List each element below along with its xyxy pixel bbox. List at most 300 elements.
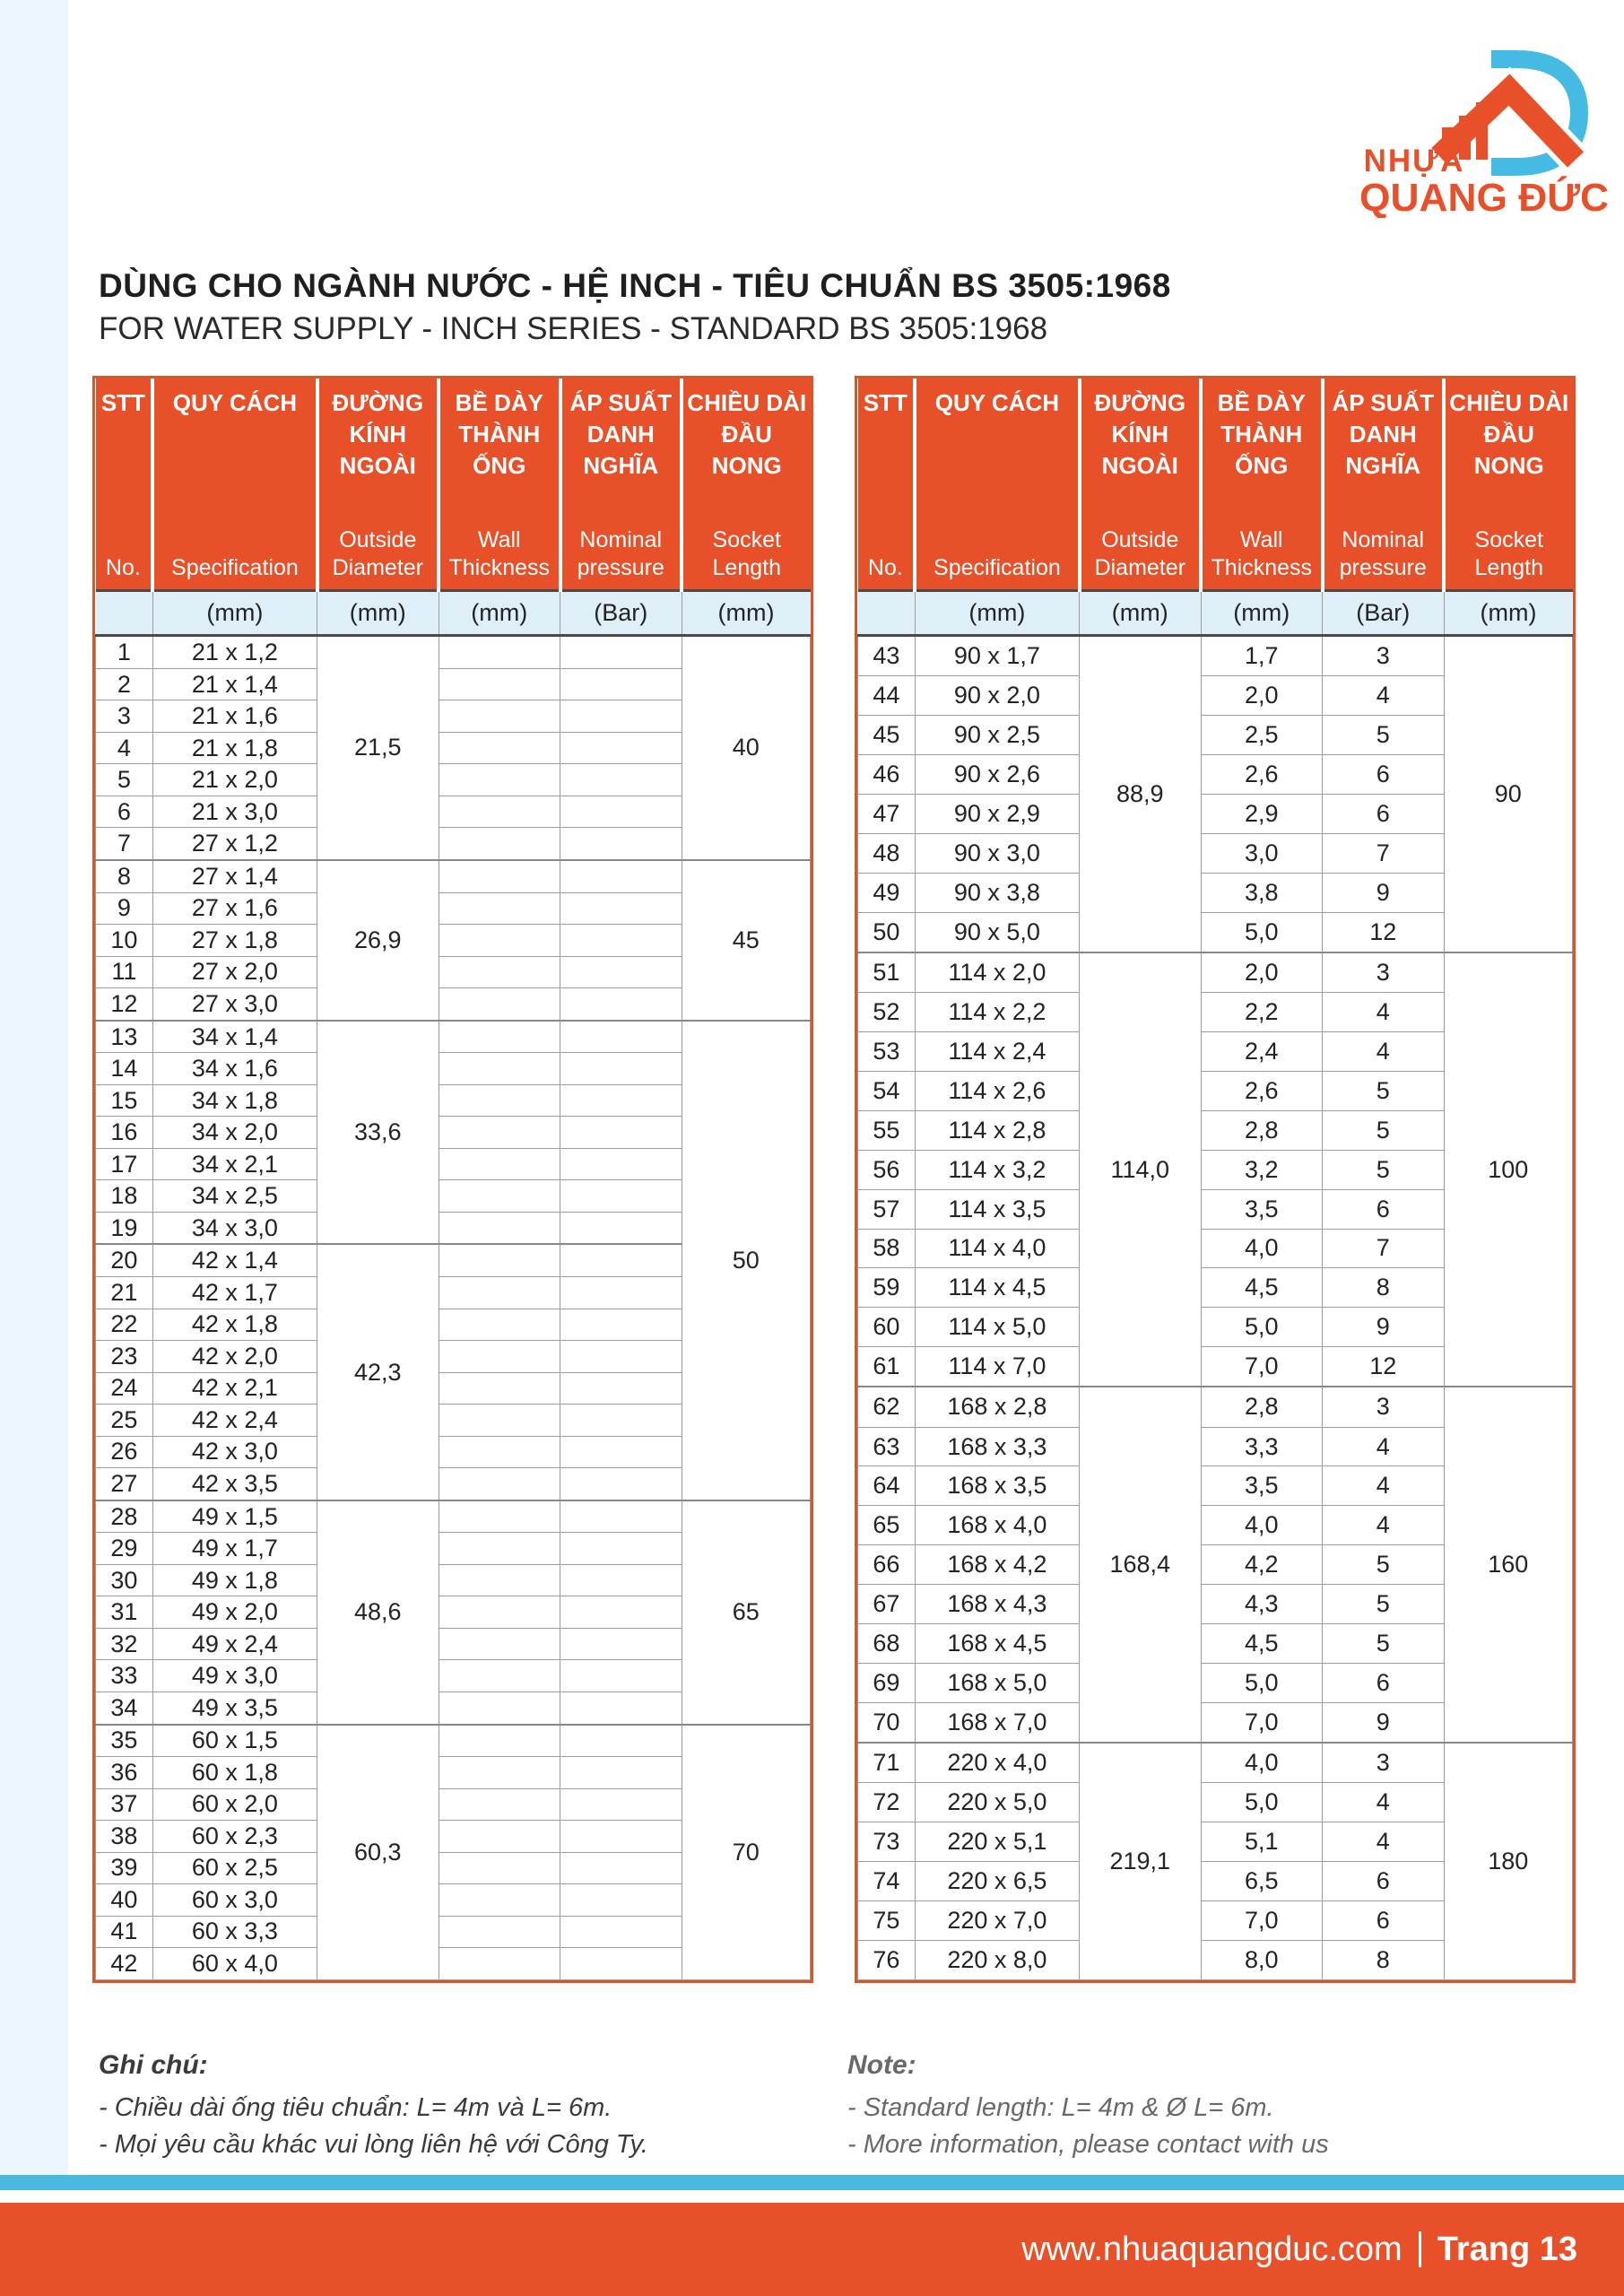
- cell-nominal-pressure: [560, 796, 682, 828]
- cell-no: 25: [96, 1405, 153, 1437]
- cell-nominal-pressure: [560, 1212, 682, 1244]
- cell-spec: 21 x 3,0: [152, 796, 317, 828]
- cell-wall-thickness: 2,6: [1201, 755, 1322, 795]
- logo-text-line2: QUANG ĐỨC: [1359, 176, 1608, 218]
- cell-nominal-pressure: 5: [1323, 716, 1444, 755]
- cell-socket-length: 90: [1444, 636, 1573, 953]
- cell-no: 26: [96, 1436, 153, 1468]
- column-header-en: Specification: [934, 554, 1061, 580]
- cell-nominal-pressure: [560, 1884, 682, 1917]
- cell-nominal-pressure: [560, 1436, 682, 1468]
- cell-no: 71: [858, 1743, 916, 1783]
- cell-wall-thickness: [439, 1436, 560, 1468]
- cell-spec: 21 x 2,0: [152, 764, 317, 796]
- cell-wall-thickness: 5,0: [1201, 912, 1322, 952]
- cell-no: 73: [858, 1822, 916, 1862]
- cell-wall-thickness: 3,3: [1201, 1427, 1322, 1466]
- cell-wall-thickness: [439, 1660, 560, 1692]
- cell-no: 60: [858, 1308, 916, 1347]
- cell-wall-thickness: 2,8: [1201, 1110, 1322, 1150]
- cell-spec: 60 x 2,0: [152, 1788, 317, 1821]
- cell-nominal-pressure: [560, 1372, 682, 1405]
- cell-spec: 34 x 1,6: [152, 1053, 317, 1085]
- table-row: [96, 1725, 811, 1757]
- cell-wall-thickness: [439, 1372, 560, 1405]
- cell-spec: 34 x 2,5: [152, 1180, 317, 1213]
- cell-wall-thickness: [439, 1692, 560, 1724]
- cell-no: 13: [96, 1021, 153, 1053]
- cell-nominal-pressure: [560, 860, 682, 892]
- column-header-en: Socket Length: [712, 526, 781, 580]
- cell-wall-thickness: [439, 1117, 560, 1149]
- cell-no: 21: [96, 1277, 153, 1309]
- cell-wall-thickness: 3,2: [1201, 1150, 1322, 1189]
- cell-outside-diameter: 60,3: [317, 1725, 439, 1980]
- cell-spec: 34 x 2,1: [152, 1148, 317, 1180]
- cell-spec: 114 x 2,0: [915, 952, 1079, 993]
- cell-nominal-pressure: [560, 828, 682, 860]
- cell-wall-thickness: 3,5: [1201, 1466, 1322, 1506]
- column-header: [1444, 378, 1573, 591]
- column-header-vi: ÁP SUẤT DANH NGHĨA: [1332, 389, 1435, 480]
- footer-page-number: Trang 13: [1437, 2230, 1577, 2268]
- unit-cell: (mm): [439, 591, 560, 636]
- cell-wall-thickness: [439, 636, 560, 669]
- column-header-vi: CHIỀU DÀI ĐẦU NONG: [1449, 389, 1569, 480]
- cell-wall-thickness: [439, 1277, 560, 1309]
- column-header-en: Specification: [171, 554, 299, 580]
- cell-spec: 114 x 7,0: [915, 1347, 1079, 1387]
- cell-no: 58: [858, 1229, 916, 1268]
- cell-no: 32: [96, 1628, 153, 1660]
- cell-nominal-pressure: 12: [1323, 912, 1444, 952]
- cell-no: 52: [858, 993, 916, 1032]
- cell-spec: 49 x 3,0: [152, 1660, 317, 1692]
- cell-no: 59: [858, 1268, 916, 1308]
- cell-wall-thickness: 5,0: [1201, 1308, 1322, 1347]
- cell-wall-thickness: [439, 1148, 560, 1180]
- cell-no: 18: [96, 1180, 153, 1213]
- unit-cell: (Bar): [560, 591, 682, 636]
- cell-nominal-pressure: 9: [1323, 873, 1444, 912]
- cell-nominal-pressure: [560, 1692, 682, 1724]
- cell-spec: 114 x 2,2: [915, 993, 1079, 1032]
- cell-nominal-pressure: [560, 1244, 682, 1276]
- cell-nominal-pressure: [560, 1309, 682, 1341]
- cell-wall-thickness: [439, 828, 560, 860]
- cell-nominal-pressure: 5: [1323, 1545, 1444, 1585]
- cell-no: 51: [858, 952, 916, 993]
- cell-outside-diameter: 42,3: [317, 1244, 439, 1500]
- cell-spec: 60 x 3,3: [152, 1916, 317, 1948]
- cell-wall-thickness: 2,4: [1201, 1032, 1322, 1072]
- units-row: [858, 591, 1573, 636]
- cell-nominal-pressure: 5: [1323, 1150, 1444, 1189]
- cell-outside-diameter: 48,6: [317, 1500, 439, 1725]
- cell-wall-thickness: [439, 988, 560, 1021]
- cell-nominal-pressure: 6: [1323, 1663, 1444, 1702]
- cell-nominal-pressure: [560, 1564, 682, 1596]
- cell-wall-thickness: [439, 860, 560, 892]
- cell-no: 69: [858, 1663, 916, 1702]
- cell-spec: 21 x 1,6: [152, 700, 317, 733]
- cell-wall-thickness: [439, 1405, 560, 1437]
- cell-spec: 90 x 3,0: [915, 834, 1079, 874]
- cell-wall-thickness: [439, 1244, 560, 1276]
- cell-spec: 168 x 5,0: [915, 1663, 1079, 1702]
- cell-wall-thickness: [439, 764, 560, 796]
- column-header: [439, 378, 560, 591]
- cell-no: 54: [858, 1071, 916, 1110]
- cell-wall-thickness: [439, 892, 560, 925]
- cell-wall-thickness: [439, 1821, 560, 1853]
- cell-spec: 49 x 1,5: [152, 1500, 317, 1533]
- cell-wall-thickness: [439, 1309, 560, 1341]
- cell-spec: 90 x 1,7: [915, 636, 1079, 676]
- cell-spec: 168 x 3,3: [915, 1427, 1079, 1466]
- cell-outside-diameter: 168,4: [1080, 1387, 1201, 1743]
- cell-nominal-pressure: [560, 892, 682, 925]
- cell-socket-length: 50: [682, 1021, 811, 1500]
- cell-no: 42: [96, 1948, 153, 1980]
- column-header-vi: ĐƯỜNG KÍNH NGOÀI: [332, 389, 424, 480]
- cell-nominal-pressure: [560, 1948, 682, 1980]
- column-header-vi: ÁP SUẤT DANH NGHĨA: [569, 389, 673, 480]
- notes-english: [847, 2050, 1329, 2162]
- cell-wall-thickness: 2,0: [1201, 952, 1322, 993]
- cell-spec: 220 x 4,0: [915, 1743, 1079, 1783]
- cell-nominal-pressure: [560, 1180, 682, 1213]
- cell-nominal-pressure: [560, 1533, 682, 1565]
- cell-nominal-pressure: [560, 1084, 682, 1117]
- cell-no: 27: [96, 1468, 153, 1500]
- cell-spec: 49 x 3,5: [152, 1692, 317, 1724]
- cell-wall-thickness: 5,0: [1201, 1783, 1322, 1822]
- column-header-vi: QUY CÁCH: [934, 389, 1059, 416]
- cell-wall-thickness: 7,0: [1201, 1347, 1322, 1387]
- cell-spec: 114 x 2,6: [915, 1071, 1079, 1110]
- cell-nominal-pressure: 5: [1323, 1110, 1444, 1150]
- cell-wall-thickness: 4,0: [1201, 1743, 1322, 1783]
- logo-bar-3: [1476, 102, 1488, 160]
- notes-title: Note:: [847, 2050, 916, 2080]
- cell-wall-thickness: 8,0: [1201, 1940, 1322, 1979]
- cell-spec: 90 x 2,0: [915, 676, 1079, 716]
- column-header-en: Nominal pressure: [577, 526, 664, 580]
- cell-nominal-pressure: 5: [1323, 1624, 1444, 1664]
- cell-no: 4: [96, 732, 153, 764]
- cell-no: 2: [96, 668, 153, 700]
- column-header-vi: STT: [100, 389, 145, 416]
- cell-socket-length: 40: [682, 636, 811, 860]
- cell-outside-diameter: 26,9: [317, 860, 439, 1021]
- column-header-vi: QUY CÁCH: [172, 389, 297, 416]
- cell-wall-thickness: 3,0: [1201, 834, 1322, 874]
- cell-nominal-pressure: 7: [1323, 1229, 1444, 1268]
- cell-spec: 49 x 2,0: [152, 1596, 317, 1629]
- cell-no: 29: [96, 1533, 153, 1565]
- cell-no: 44: [858, 676, 916, 716]
- cell-no: 48: [858, 834, 916, 874]
- units-row: [96, 591, 811, 636]
- cell-wall-thickness: 5,0: [1201, 1663, 1322, 1702]
- cell-spec: 168 x 4,2: [915, 1545, 1079, 1585]
- column-header: [560, 378, 682, 591]
- cell-no: 65: [858, 1506, 916, 1545]
- cell-no: 76: [858, 1940, 916, 1979]
- cell-spec: 168 x 4,3: [915, 1585, 1079, 1624]
- cell-wall-thickness: 2,8: [1201, 1387, 1322, 1427]
- cell-wall-thickness: [439, 1212, 560, 1244]
- cell-no: 36: [96, 1757, 153, 1789]
- column-header: [96, 378, 153, 591]
- cell-no: 49: [858, 873, 916, 912]
- cell-socket-length: 45: [682, 860, 811, 1021]
- cell-wall-thickness: [439, 1757, 560, 1789]
- header-row: [858, 378, 1573, 591]
- footer-cyan-bar: [0, 2175, 1624, 2190]
- cell-no: 72: [858, 1783, 916, 1822]
- cell-nominal-pressure: 4: [1323, 1506, 1444, 1545]
- cell-spec: 60 x 4,0: [152, 1948, 317, 1980]
- cell-wall-thickness: 4,0: [1201, 1229, 1322, 1268]
- cell-nominal-pressure: 4: [1323, 1032, 1444, 1072]
- cell-wall-thickness: 3,8: [1201, 873, 1322, 912]
- cell-spec: 42 x 3,0: [152, 1436, 317, 1468]
- cell-wall-thickness: [439, 1341, 560, 1373]
- cell-spec: 27 x 1,6: [152, 892, 317, 925]
- cell-nominal-pressure: 6: [1323, 795, 1444, 834]
- cell-wall-thickness: 5,1: [1201, 1822, 1322, 1862]
- cell-wall-thickness: 7,0: [1201, 1702, 1322, 1743]
- cell-spec: 42 x 2,0: [152, 1341, 317, 1373]
- cell-no: 9: [96, 892, 153, 925]
- cell-socket-length: 160: [1444, 1387, 1573, 1743]
- cell-spec: 21 x 1,8: [152, 732, 317, 764]
- cell-nominal-pressure: [560, 1628, 682, 1660]
- cell-outside-diameter: 21,5: [317, 636, 439, 860]
- cell-socket-length: 70: [682, 1725, 811, 1980]
- cell-no: 56: [858, 1150, 916, 1189]
- cell-no: 50: [858, 912, 916, 952]
- table-row: [96, 1500, 811, 1533]
- cell-wall-thickness: [439, 1053, 560, 1085]
- cell-nominal-pressure: 4: [1323, 676, 1444, 716]
- column-header-vi: ĐƯỜNG KÍNH NGOÀI: [1094, 389, 1186, 480]
- cell-nominal-pressure: 8: [1323, 1940, 1444, 1979]
- cell-spec: 220 x 5,0: [915, 1783, 1079, 1822]
- cell-nominal-pressure: [560, 1053, 682, 1085]
- table-row: [96, 1021, 811, 1053]
- cell-spec: 90 x 5,0: [915, 912, 1079, 952]
- cell-wall-thickness: [439, 1725, 560, 1757]
- cell-outside-diameter: 114,0: [1080, 952, 1201, 1387]
- cell-no: 28: [96, 1500, 153, 1533]
- cell-nominal-pressure: 4: [1323, 1427, 1444, 1466]
- cell-wall-thickness: [439, 796, 560, 828]
- cell-no: 57: [858, 1189, 916, 1229]
- cell-spec: 27 x 1,8: [152, 925, 317, 957]
- cell-no: 53: [858, 1032, 916, 1072]
- cell-nominal-pressure: 3: [1323, 1743, 1444, 1783]
- cell-spec: 60 x 3,0: [152, 1884, 317, 1917]
- cell-spec: 220 x 5,1: [915, 1822, 1079, 1862]
- column-header-en: Nominal pressure: [1339, 526, 1427, 580]
- cell-no: 6: [96, 796, 153, 828]
- table-row: [96, 636, 811, 669]
- cell-wall-thickness: [439, 700, 560, 733]
- cell-wall-thickness: 2,0: [1201, 676, 1322, 716]
- logo-text-line1: NHỰA: [1363, 144, 1465, 178]
- cell-spec: 27 x 3,0: [152, 988, 317, 1021]
- cell-nominal-pressure: [560, 764, 682, 796]
- cell-nominal-pressure: [560, 1468, 682, 1500]
- cell-nominal-pressure: [560, 925, 682, 957]
- cell-wall-thickness: [439, 1852, 560, 1884]
- table-row: [858, 1743, 1573, 1783]
- cell-no: 8: [96, 860, 153, 892]
- cell-no: 14: [96, 1053, 153, 1085]
- cell-no: 40: [96, 1884, 153, 1917]
- column-header-en: No.: [105, 554, 141, 580]
- cell-no: 41: [96, 1916, 153, 1948]
- cell-spec: 49 x 1,8: [152, 1564, 317, 1596]
- cell-nominal-pressure: 4: [1323, 993, 1444, 1032]
- cell-spec: 114 x 5,0: [915, 1308, 1079, 1347]
- cell-wall-thickness: 2,6: [1201, 1071, 1322, 1110]
- cell-wall-thickness: 7,0: [1201, 1900, 1322, 1940]
- cell-wall-thickness: 1,7: [1201, 636, 1322, 676]
- cell-nominal-pressure: [560, 1660, 682, 1692]
- notes-vietnamese: [99, 2050, 648, 2162]
- column-header-vi: STT: [863, 389, 908, 416]
- cell-spec: 114 x 4,0: [915, 1229, 1079, 1268]
- cell-no: 61: [858, 1347, 916, 1387]
- column-header-en: No.: [867, 554, 903, 580]
- cell-nominal-pressure: 3: [1323, 1387, 1444, 1427]
- cell-no: 64: [858, 1466, 916, 1506]
- column-header-en: Wall Thickness: [1211, 526, 1313, 580]
- cell-wall-thickness: [439, 1596, 560, 1629]
- cell-no: 62: [858, 1387, 916, 1427]
- column-header-vi: CHIỀU DÀI ĐẦU NONG: [687, 389, 807, 480]
- cell-no: 20: [96, 1244, 153, 1276]
- cell-spec: 114 x 2,8: [915, 1110, 1079, 1150]
- table-row: [858, 1387, 1573, 1427]
- cell-wall-thickness: 3,5: [1201, 1189, 1322, 1229]
- cell-no: 67: [858, 1585, 916, 1624]
- cell-no: 39: [96, 1852, 153, 1884]
- cell-spec: 42 x 1,4: [152, 1244, 317, 1276]
- cell-spec: 60 x 1,8: [152, 1757, 317, 1789]
- cell-no: 11: [96, 956, 153, 988]
- cell-spec: 42 x 3,5: [152, 1468, 317, 1500]
- note-line: - Standard length: L= 4m & Ø L= 6m.: [847, 2093, 1274, 2122]
- cell-nominal-pressure: 3: [1323, 636, 1444, 676]
- column-header-en: Wall Thickness: [448, 526, 551, 580]
- cell-nominal-pressure: 8: [1323, 1268, 1444, 1308]
- unit-cell: (mm): [1080, 591, 1201, 636]
- cell-no: 17: [96, 1148, 153, 1180]
- cell-spec: 220 x 7,0: [915, 1900, 1079, 1940]
- footer-separator: [1419, 2231, 1421, 2267]
- unit-cell: [96, 591, 153, 636]
- cell-wall-thickness: 4,3: [1201, 1585, 1322, 1624]
- cell-spec: 90 x 2,5: [915, 716, 1079, 755]
- cell-wall-thickness: [439, 1948, 560, 1980]
- cell-nominal-pressure: [560, 1021, 682, 1053]
- cell-no: 46: [858, 755, 916, 795]
- cell-outside-diameter: 219,1: [1080, 1743, 1201, 1980]
- unit-cell: (Bar): [1323, 591, 1444, 636]
- cell-socket-length: 65: [682, 1500, 811, 1725]
- cell-nominal-pressure: [560, 1852, 682, 1884]
- note-line: - Chiều dài ống tiêu chuẩn: L= 4m và L= 6m.: [99, 2093, 612, 2122]
- cell-nominal-pressure: 5: [1323, 1071, 1444, 1110]
- cell-no: 45: [858, 716, 916, 755]
- cell-no: 15: [96, 1084, 153, 1117]
- cell-nominal-pressure: 6: [1323, 755, 1444, 795]
- cell-no: 66: [858, 1545, 916, 1585]
- cell-spec: 34 x 3,0: [152, 1212, 317, 1244]
- cell-spec: 34 x 1,8: [152, 1084, 317, 1117]
- cell-spec: 90 x 2,6: [915, 755, 1079, 795]
- cell-spec: 60 x 1,5: [152, 1725, 317, 1757]
- cell-wall-thickness: [439, 668, 560, 700]
- column-header-vi: BỀ DÀY THÀNH ỐNG: [455, 389, 543, 480]
- cell-no: 33: [96, 1660, 153, 1692]
- cell-nominal-pressure: [560, 636, 682, 669]
- cell-no: 16: [96, 1117, 153, 1149]
- cell-spec: 42 x 2,1: [152, 1372, 317, 1405]
- cell-spec: 27 x 1,4: [152, 860, 317, 892]
- cell-socket-length: 180: [1444, 1743, 1573, 1980]
- left-margin-strip: [0, 0, 68, 2175]
- cell-spec: 90 x 2,9: [915, 795, 1079, 834]
- company-logo: [1350, 43, 1619, 218]
- cell-wall-thickness: [439, 956, 560, 988]
- cell-spec: 60 x 2,3: [152, 1821, 317, 1853]
- cell-spec: 220 x 8,0: [915, 1940, 1079, 1979]
- cell-spec: 168 x 7,0: [915, 1702, 1079, 1743]
- cell-spec: 168 x 2,8: [915, 1387, 1079, 1427]
- cell-no: 34: [96, 1692, 153, 1724]
- cell-spec: 220 x 6,5: [915, 1861, 1079, 1900]
- cell-wall-thickness: 2,2: [1201, 993, 1322, 1032]
- note-line: - More information, please contact with us: [847, 2129, 1329, 2159]
- spec-table-right: [855, 376, 1576, 1983]
- cell-wall-thickness: [439, 1916, 560, 1948]
- column-header: [317, 378, 439, 591]
- cell-no: 74: [858, 1861, 916, 1900]
- cell-nominal-pressure: 4: [1323, 1466, 1444, 1506]
- cell-nominal-pressure: [560, 700, 682, 733]
- cell-wall-thickness: [439, 1564, 560, 1596]
- cell-nominal-pressure: 6: [1323, 1861, 1444, 1900]
- cell-no: 3: [96, 700, 153, 733]
- cell-no: 22: [96, 1309, 153, 1341]
- cell-outside-diameter: 33,6: [317, 1021, 439, 1245]
- cell-wall-thickness: [439, 1468, 560, 1500]
- spec-table-left: [92, 376, 813, 1983]
- cell-wall-thickness: 4,5: [1201, 1624, 1322, 1664]
- cell-nominal-pressure: [560, 668, 682, 700]
- cell-nominal-pressure: [560, 1757, 682, 1789]
- cell-no: 70: [858, 1702, 916, 1743]
- cell-nominal-pressure: [560, 1821, 682, 1853]
- note-line: - Mọi yêu cầu khác vui lòng liên hệ với Công Ty.: [99, 2129, 648, 2159]
- cell-nominal-pressure: [560, 1117, 682, 1149]
